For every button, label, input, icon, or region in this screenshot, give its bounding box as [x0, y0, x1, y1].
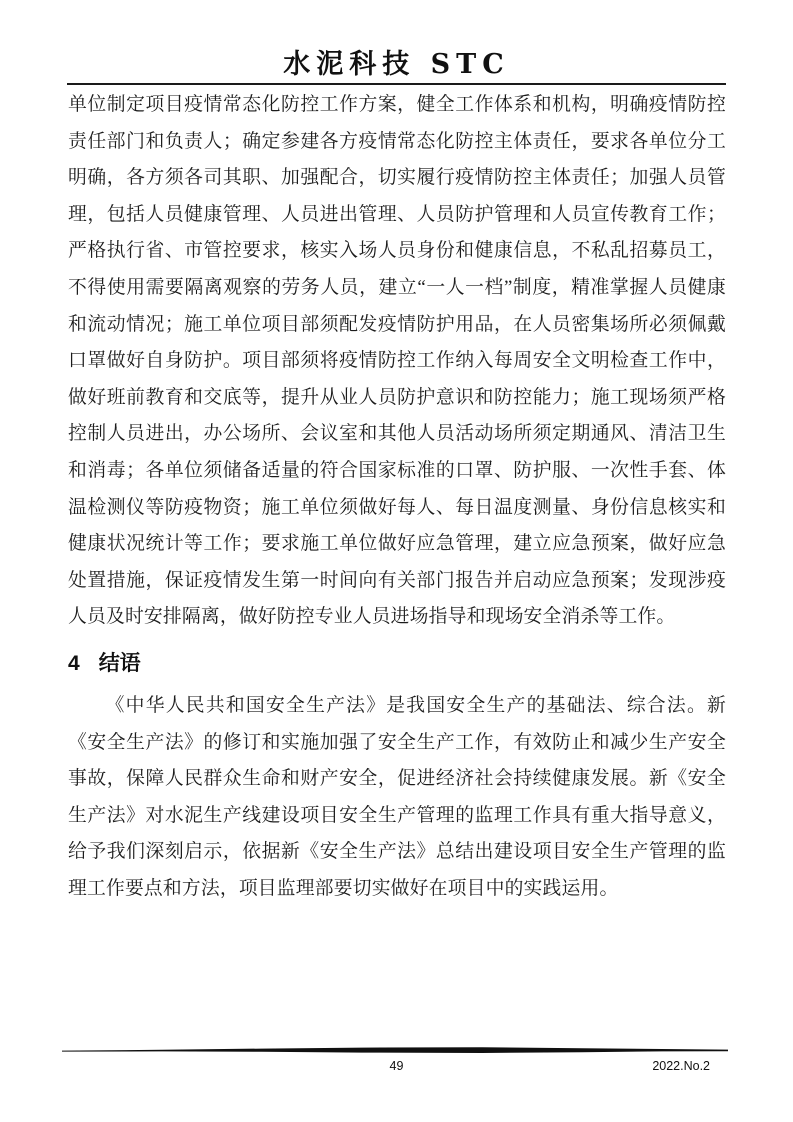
footer-rule-brush-line — [62, 1046, 728, 1056]
section-number: 4 — [68, 651, 80, 675]
footer-rule — [62, 1046, 728, 1056]
journal-title: 水泥科技 STC — [283, 49, 510, 80]
page-number: 49 — [389, 1059, 404, 1073]
page-footer — [0, 1059, 793, 1077]
section-heading-conclusion — [68, 649, 726, 679]
page-header — [0, 42, 793, 81]
header-rule — [67, 83, 726, 85]
paragraph-epidemic-prevention: 单位制定项目疫情常态化防控工作方案，健全工作体系和机构，明确疫情防控责任部门和负责人；确定参建各方疫情常态化防控主体责任，要求各单位分工明确，各方须各司其职、加强配合，切实履行疫情防控主体责任；加强人员管理，包括人员健康管理、人员进出管理、人员防护管理和人员宣传教育工作；严格执行省、市管控要求，核实入场人员身份和健康信息，不私乱招募员工，不得使用需要隔离观察的劳务人员，建立“一人一档”制度，精准掌握人员健康和流动情况；施工单位项目部须配发疫情防护用品，在人员密集场所必须佩戴口罩做好自身防护。项目部须将疫情防控工作纳入每周安全文明检查工作中，做好班前教育和交底等，提升从业人员防护意识和防控能力；施工现场须严格控制人员进出，办公场所、会议室和其他人员活动场所须定期通风、清洁卫生和消毒；各单位须储备适量的符合国家标准的口罩、防护服、一次性手套、体温检测仪等防疫物资；施工单位须做好每人、每日温度测量、身份信息核实和健康状况统计等工作；要求施工单位做好应急管理，建立应急预案，做好应急处置措施，保证疫情发生第一时间向有关部门报告并启动应急预案；发现涉疫人员及时安排隔离，做好防控专业人员进场指导和现场安全消杀等工作。 — [68, 94, 726, 628]
paragraph-conclusion: 《中华人民共和国安全生产法》是我国安全生产的基础法、综合法。新《安全生产法》的修订和实施加强了安全生产工作，有效防止和减少生产安全事故，保障人民群众生命和财产安全，促进经济社会持续健康发展。新《安全生产法》对水泥生产线建设项目安全生产管理的监理工作具有重大指导意义，给予我们深刻启示，依据新《安全生产法》总结出建设项目安全生产管理的监理工作要点和方法，项目监理部要切实做好在项目中的实践运用。 — [68, 694, 726, 899]
article-body — [68, 87, 726, 907]
section-title: 结语 — [98, 651, 141, 675]
issue-number: 2022.No.2 — [652, 1059, 710, 1073]
